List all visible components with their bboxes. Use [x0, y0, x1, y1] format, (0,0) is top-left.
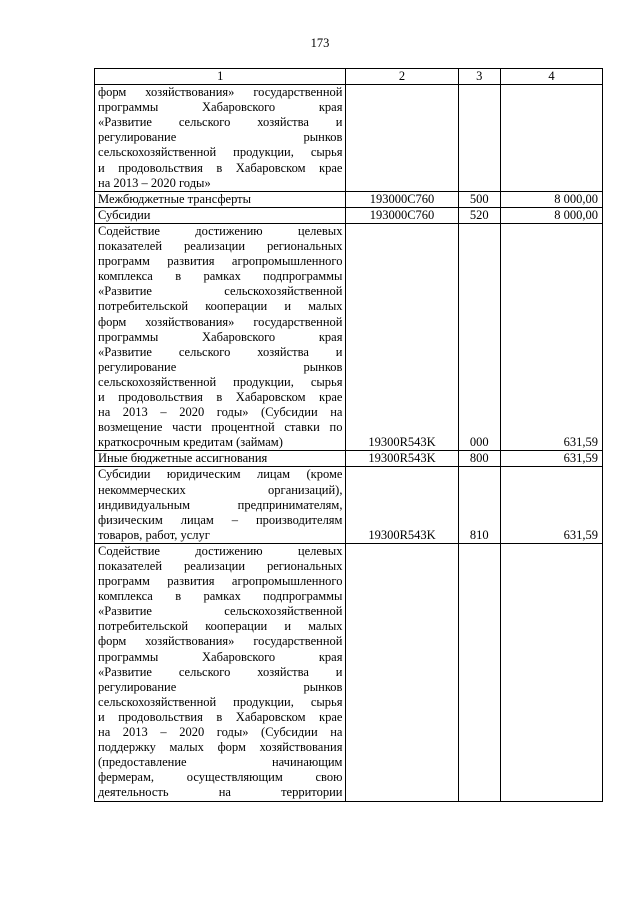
- name-line: программы Хабаровского края: [98, 100, 343, 115]
- name-line: форм хозяйствования» государственной: [98, 314, 343, 329]
- name-line: сельскохозяйственной продукции, сырья: [98, 694, 343, 709]
- header-col-3: 3: [458, 69, 500, 85]
- row-code-cell: 19300R543K: [346, 223, 458, 450]
- name-line: Субсидии юридическим лицам (кроме: [98, 467, 343, 482]
- row-name-cell: [95, 543, 346, 801]
- row-name-cell: [95, 451, 346, 467]
- name-line: на 2013 – 2020 годы» (Субсидии на: [98, 725, 343, 740]
- name-line: «Развитие сельского хозяйства и: [98, 664, 343, 679]
- row-sum-cell: 631,59: [500, 467, 602, 543]
- name-line: физическим лицам – производителям: [98, 512, 343, 527]
- row-sum-cell: 8 000,00: [500, 207, 602, 223]
- name-line: регулирование рынков: [98, 679, 343, 694]
- header-col-4: 4: [500, 69, 602, 85]
- name-line: краткосрочным кредитам (займам): [98, 435, 283, 450]
- row-sum-cell: [500, 85, 602, 192]
- name-line: (предоставление начинающим: [98, 755, 343, 770]
- table-row: [95, 191, 603, 207]
- name-line: фермерам, осуществляющим свою: [98, 770, 343, 785]
- name-line: регулирование рынков: [98, 359, 343, 374]
- name-line: комплекса в рамках подпрограммы: [98, 269, 343, 284]
- name-line: Межбюджетные трансферты: [98, 191, 252, 206]
- row-type-cell: [458, 85, 500, 192]
- name-line: деятельность на территории: [98, 785, 343, 800]
- name-line: Субсидии: [98, 207, 151, 222]
- name-line: потребительской кооперации и малых: [98, 299, 343, 314]
- name-line: программы Хабаровского края: [98, 649, 343, 664]
- table-row: [95, 451, 603, 467]
- row-sum-cell: 631,59: [500, 451, 602, 467]
- name-line: форм хозяйствования» государственной: [98, 85, 343, 100]
- name-line: программ развития агропромышленного: [98, 574, 343, 589]
- table-row: [95, 467, 603, 543]
- row-name-cell: [95, 467, 346, 543]
- row-type-cell: 500: [458, 191, 500, 207]
- name-line: комплекса в рамках подпрограммы: [98, 589, 343, 604]
- table-row: [95, 223, 603, 450]
- name-line: «Развитие сельского хозяйства и: [98, 115, 343, 130]
- table-row: [95, 207, 603, 223]
- name-line: Содействие достижению целевых: [98, 543, 343, 558]
- name-line: и продовольствия в Хабаровском крае: [98, 709, 343, 724]
- table-header-row: [95, 69, 603, 85]
- name-line: Содействие достижению целевых: [98, 223, 343, 238]
- name-line: товаров, работ, услуг: [98, 527, 210, 542]
- name-line: сельскохозяйственной продукции, сырья: [98, 374, 343, 389]
- name-line: потребительской кооперации и малых: [98, 619, 343, 634]
- row-code-cell: 193000С760: [346, 191, 458, 207]
- header-col-2: 2: [346, 69, 458, 85]
- name-line: поддержку малых форм хозяйствования: [98, 740, 343, 755]
- row-code-cell: 19300R543K: [346, 451, 458, 467]
- name-line: некоммерческих организаций),: [98, 482, 343, 497]
- row-code-cell: [346, 543, 458, 801]
- row-type-cell: 810: [458, 467, 500, 543]
- row-name-cell: [95, 85, 346, 192]
- row-name-cell: [95, 191, 346, 207]
- name-line: «Развитие сельскохозяйственной: [98, 604, 343, 619]
- name-line: показателей реализации региональных: [98, 559, 343, 573]
- row-type-cell: [458, 543, 500, 801]
- table-row: [95, 85, 603, 192]
- table-body: [95, 85, 603, 801]
- row-sum-cell: 8 000,00: [500, 191, 602, 207]
- row-name-cell: [95, 223, 346, 450]
- name-line: Иные бюджетные ассигнования: [98, 451, 268, 466]
- name-line: возмещение части процентной ставки по: [98, 420, 343, 435]
- name-line: и продовольствия в Хабаровском крае: [98, 389, 343, 404]
- row-name-cell: [95, 207, 346, 223]
- row-code-cell: 19300R543K: [346, 467, 458, 543]
- row-type-cell: 800: [458, 451, 500, 467]
- row-sum-cell: [500, 543, 602, 801]
- name-line: программ развития агропромышленного: [98, 254, 343, 269]
- name-line: «Развитие сельского хозяйства и: [98, 344, 343, 359]
- name-line: регулирование рынков: [98, 130, 343, 145]
- name-line: показателей реализации региональных: [98, 239, 343, 254]
- name-line: и продовольствия в Хабаровском крае: [98, 160, 343, 175]
- name-line: программы Хабаровского края: [98, 329, 343, 344]
- row-type-cell: 520: [458, 207, 500, 223]
- table-row: [95, 543, 603, 801]
- row-sum-cell: 631,59: [500, 223, 602, 450]
- name-line: на 2013 – 2020 годы» (Субсидии на: [98, 405, 343, 420]
- budget-table: [94, 68, 603, 802]
- name-line: на 2013 – 2020 годы»: [98, 175, 211, 190]
- name-line: индивидуальным предпринимателям,: [98, 497, 343, 512]
- row-type-cell: 000: [458, 223, 500, 450]
- page-number: 173: [310, 36, 330, 50]
- name-line: форм хозяйствования» государственной: [98, 634, 343, 649]
- row-code-cell: [346, 85, 458, 192]
- header-col-1: 1: [95, 69, 346, 85]
- name-line: «Развитие сельскохозяйственной: [98, 284, 343, 299]
- row-code-cell: 193000С760: [346, 207, 458, 223]
- name-line: сельскохозяйственной продукции, сырья: [98, 145, 343, 160]
